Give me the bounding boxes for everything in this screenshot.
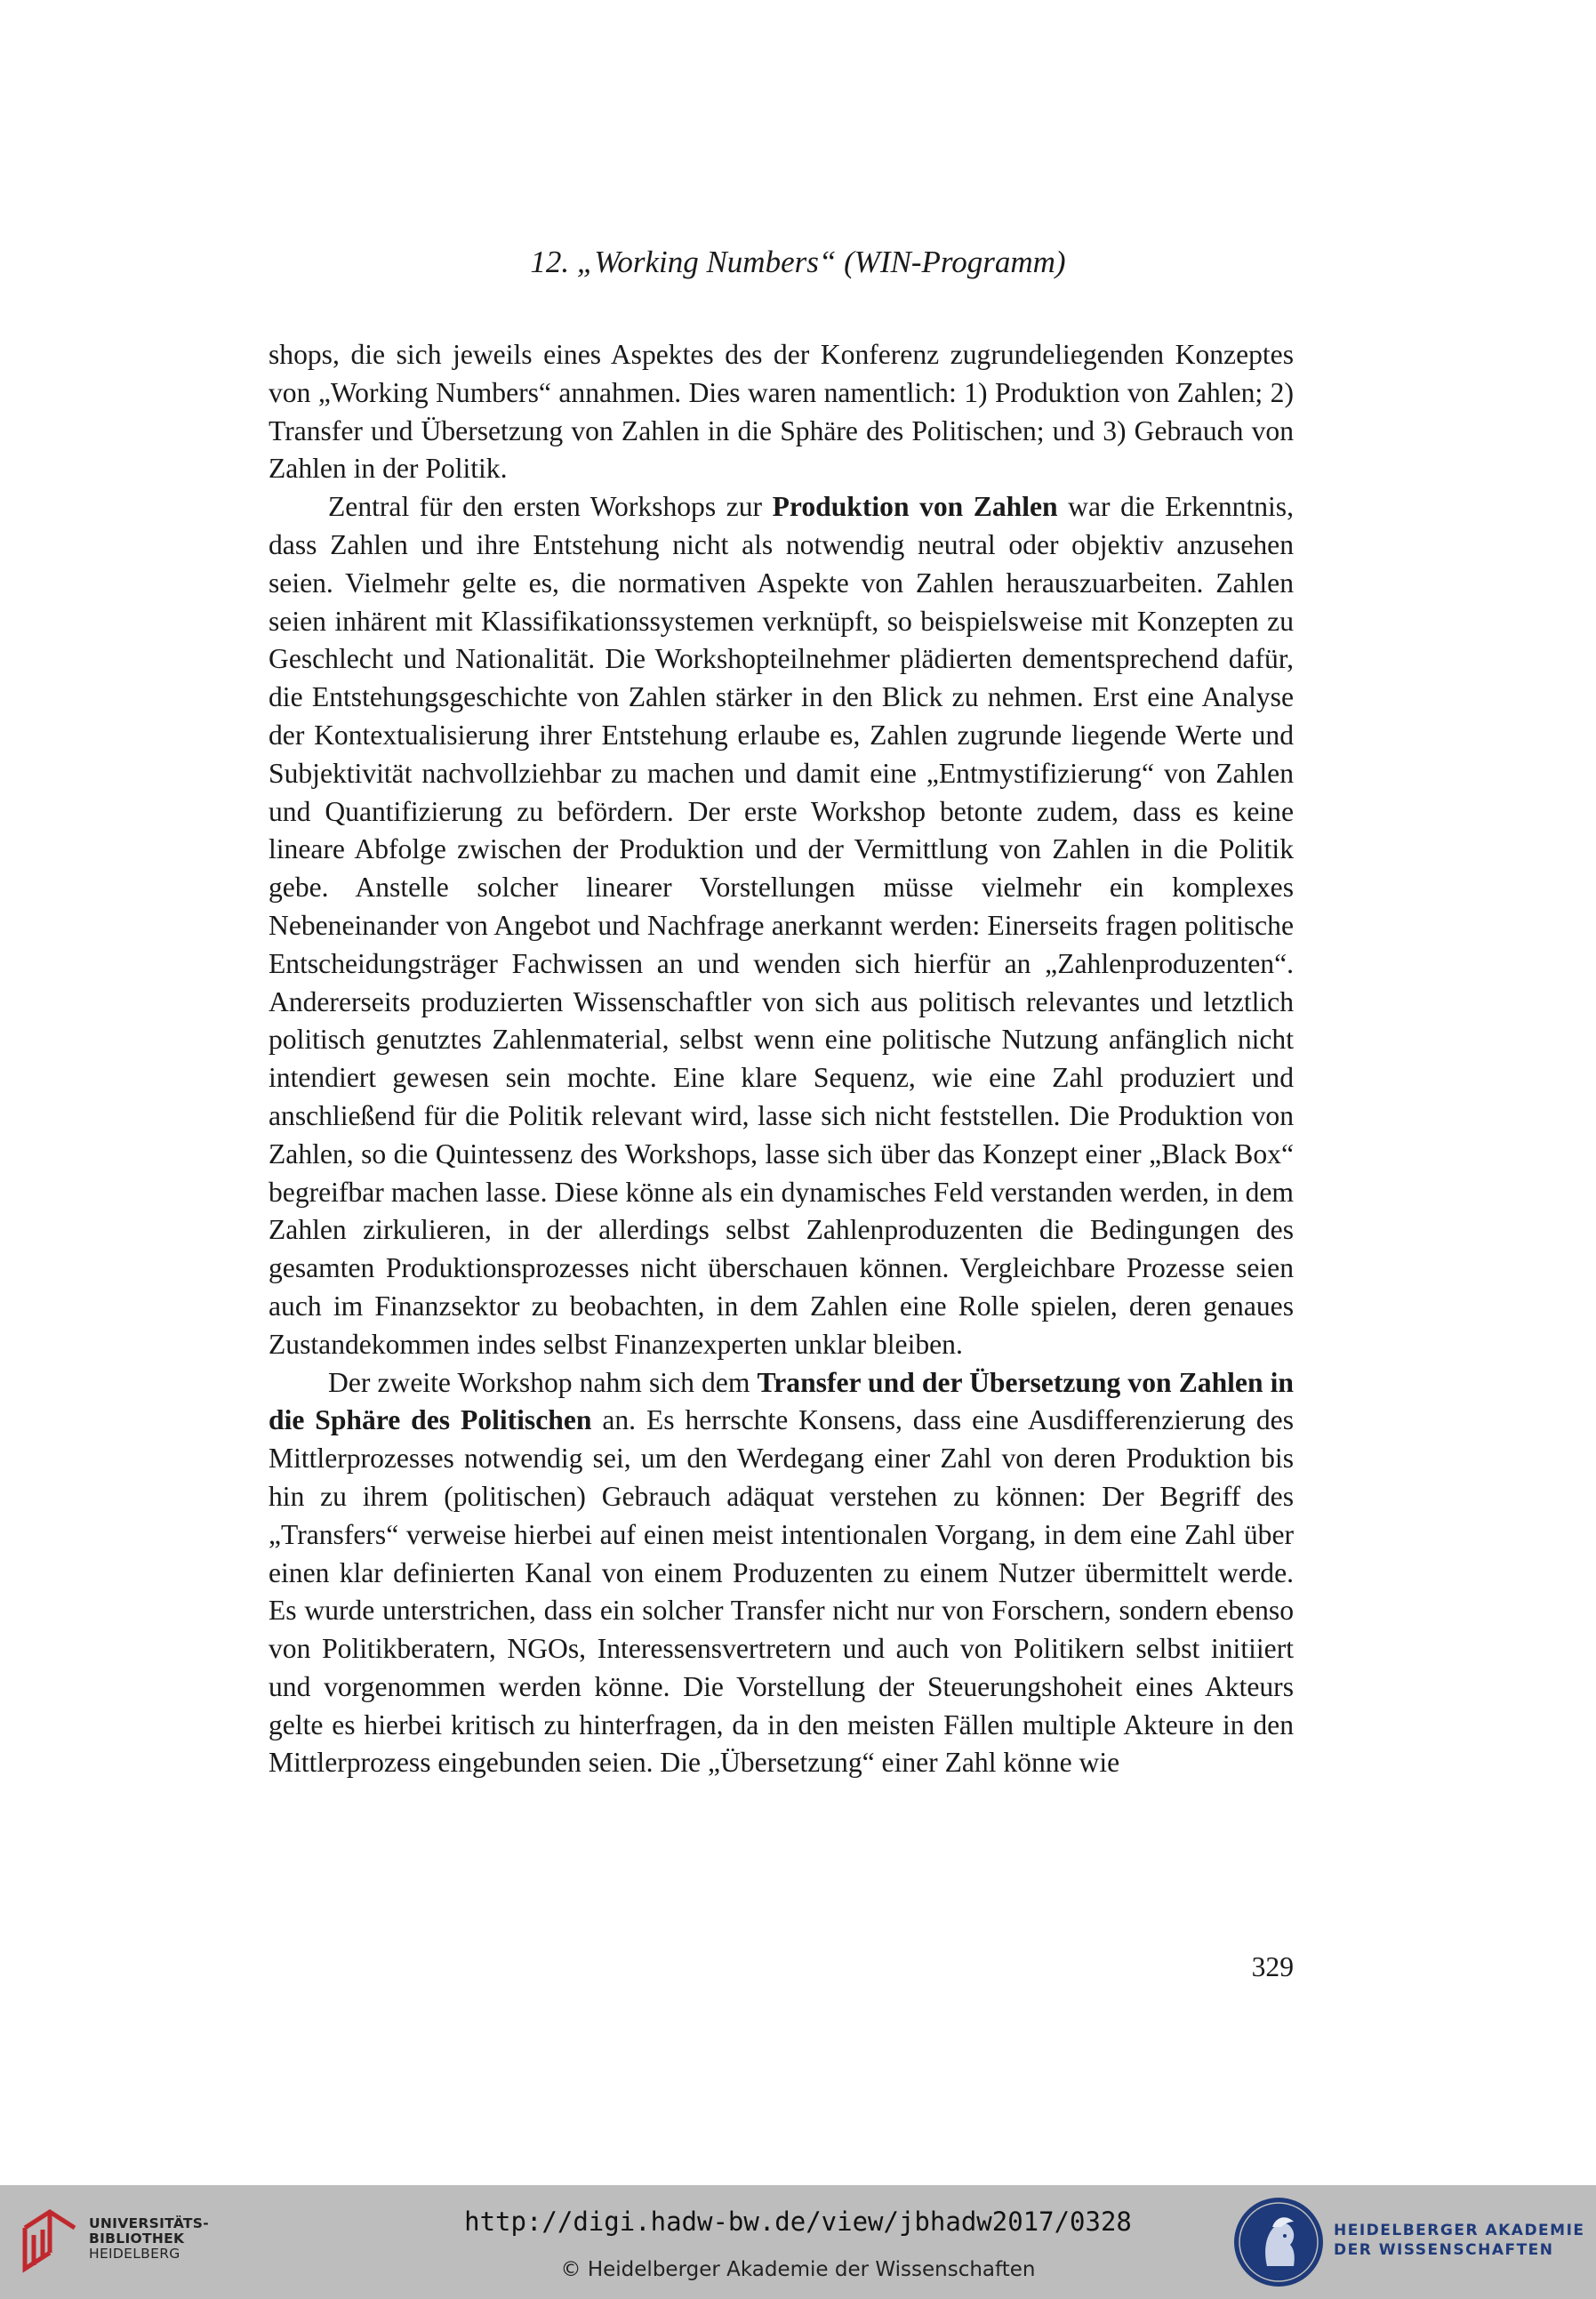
text-run: war die Erkenntnis, dass Zahlen und ihre Entstehung nicht als notwendig neutral oder objektiv anzusehen seien. Vielmehr gelte es, die normativen Aspekte von Zahlen herauszuarbeiten. Zahlen seien inhärent mit Klassifikationssystemen verknüpft, so beispielsweise mit Konzepten zu Geschlecht und Nationalität. Die Workshopteilnehmer plädierten dementsprechend dafür, die Entstehungsgeschichte von Zahlen stärker in den Blick zu nehmen. Erst eine Analyse der Kontextualisierung ihrer Entstehung erlaube es, Zahlen zugrunde liegende Werte und Subjektivität nachvollziehbar zu machen und damit eine „Entmystifizierung“ von Zahlen und Quantifizierung zu befördern. Der erste Workshop betonte zudem, dass es keine lineare Abfolge zwischen der Produktion und der Vermittlung von Zahlen in die Politik gebe. Anstelle solcher linearer Vorstellungen müsse vielmehr ein komplexes Nebeneinander von Angebot und Nachfrage anerkannt werden: Einerseits fragen politische Entscheidungsträger Fachwissen an und wenden sich hierfür an „Zahlenproduzenten“. Andererseits produzierten Wissenschaftler von sich aus politisch relevantes und letztlich politisch genutztes Zahlenmaterial, selbst wenn eine politische Nutzung anfänglich nicht intendiert gewesen sein mochte. Eine klare Sequenz, wie eine Zahl produziert und anschließend für die Politik relevant wird, lasse sich nicht feststellen. Die Produktion von Zahlen, so die Quintessenz des Workshops, lasse sich über das Konzept einer „Black Box“ begreifbar machen lasse. Diese könne als ein dynamisches Feld verstanden werden, in dem Zahlen zirkulieren, in der allerdings selbst Zahlenproduzenten die Bedingungen des gesamten Produktionsprozesses nicht überschauen können. Vergleichbare Prozesse seien auch im Finanzsektor zu beobachten, in dem Zahlen eine Rolle spielen, deren genaues Zustandekommen indes selbst Finanzexperten unklar bleiben. bbox=[269, 491, 1295, 1360]
minerva-seal-icon bbox=[1231, 2195, 1326, 2289]
academy-line: DER WISSENSCHAFTEN bbox=[1334, 2241, 1554, 2259]
document-url-link[interactable]: http://digi.hadw-bw.de/view/jbhadw2017/0328 bbox=[464, 2207, 1132, 2237]
text-run: shops, die sich jeweils eines Aspektes des der Konferenz zugrundeliegenden Konzeptes von „Working Numbers“ annahmen. Dies waren namentlich: 1) Produktion von Zahlen; 2) Transfer und Übersetzung von Zahlen in die Sphäre des Politischen; und 3) Gebrauch von Zahlen in der Politik. bbox=[269, 339, 1294, 485]
bold-term: Produktion von Zahlen bbox=[772, 491, 1058, 523]
library-line: BIBLIOTHEK bbox=[89, 2231, 185, 2247]
library-line: HEIDELBERG bbox=[89, 2246, 180, 2262]
body-text bbox=[269, 336, 1294, 1782]
footer-bar bbox=[0, 2185, 1596, 2299]
page-number: 329 bbox=[1251, 1951, 1294, 1982]
academy-line: HEIDELBERGER AKADEMIE bbox=[1334, 2222, 1585, 2239]
paragraph bbox=[269, 488, 1294, 1363]
text-run: Der zweite Workshop nahm sich dem bbox=[328, 1366, 758, 1398]
text-run: Zentral für den ersten Workshops zur bbox=[328, 491, 773, 523]
copyright-notice: © Heidelberger Akademie der Wissenschaften bbox=[560, 2258, 1036, 2281]
paragraph bbox=[269, 1364, 1294, 1783]
paragraph bbox=[269, 336, 1294, 488]
library-line: UNIVERSITÄTS- bbox=[89, 2215, 210, 2231]
text-run: an. Es herrschte Konsens, dass eine Ausdifferenzierung des Mittlerprozesses notwendig sei, um den Werdegang einer Zahl von deren Produktion bis hin zu ihrem (politischen) Gebrauch adäquat verstehen zu können: Der Begriff des „Transfers“ verweise hierbei auf einen meist intentionalen Vorgang, in dem eine Zahl über einen klar definierten Kanal von einem Produzenten zu einem Nutzer übermittelt werde. Es wurde unterstrichen, dass ein solcher Transfer nicht nur von Forschern, sondern ebenso von Politikberatern, NGOs, Interessensvertretern und auch von Politikern selbst initiiert und vorgenommen werden könne. Die Vorstellung der Steuerungshoheit eines Akteurs gelte es hierbei kritisch zu hinterfragen, da in den meisten Fällen multiple Akteure in den Mittlerprozess eingebunden seien. Die „Übersetzung“ einer Zahl könne wie bbox=[269, 1404, 1294, 1779]
bold-term: Transfer und der Übersetzung von Zahlen in die Sphäre des Politischen bbox=[269, 1366, 1294, 1436]
academy-name bbox=[1334, 2221, 1585, 2260]
running-head: 12. „Working Numbers“ (WIN-Programm) bbox=[530, 245, 1066, 279]
